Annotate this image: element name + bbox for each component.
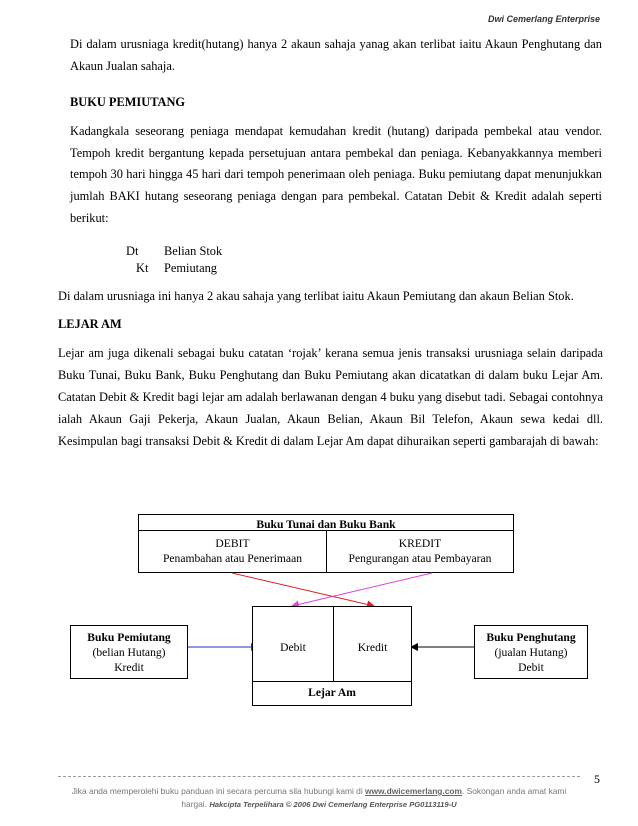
heading-buku-pemiutang: BUKU PEMIUTANG (70, 95, 186, 109)
left-box-title: Buku Pemiutang (87, 631, 171, 644)
right-box-side: Debit (518, 661, 544, 674)
footer-note (58, 785, 580, 811)
red-arrow (232, 573, 374, 606)
intro-paragraph: Di dalam urusniaga kredit(hutang) hanya 2 akaun sahaja yanag akan terlibat iaitu Akaun Penghutang dan Akaun Jualan sahaja. (70, 37, 602, 73)
magenta-arrow (292, 573, 432, 606)
center-debit: Debit (280, 641, 306, 654)
header-brand: Dwi Cemerlang Enterprise (487, 14, 600, 24)
page-number: 5 (594, 772, 600, 786)
entry-account: Pemiutang (164, 261, 217, 275)
entry-account: Belian Stok (164, 244, 223, 258)
kredit-title: KREDIT (398, 537, 442, 550)
conclusion-paragraph: Di dalam urusniaga ini hanya 2 akau sahaja yang terlibat iaitu Akaun Pemiutang dan akaun Belian Stok. (58, 289, 574, 303)
footer-text-b: . Sokongan anda amat kami hargai. (181, 786, 567, 809)
entry-code: Kt (136, 261, 149, 275)
buku-pemiutang-box (70, 625, 188, 679)
left-box-subtitle: (belian Hutang) (92, 646, 166, 659)
footer-copyright: Hakcipta Terpelihara © 2006 Dwi Cemerlang Enterprise PG0113119-U (209, 800, 457, 809)
center-kredit: Kredit (357, 641, 388, 654)
lejar-am-box (252, 606, 412, 706)
debit-subtitle: Penambahan atau Penerimaan (162, 552, 303, 565)
footer-divider (58, 776, 580, 777)
center-title: Lejar Am (308, 686, 356, 699)
top-box-title: Buku Tunai dan Buku Bank (256, 518, 396, 530)
footer-text-a: Jika anda memperolehi buku panduan ini secara percuma sila hubungi kami di (71, 786, 366, 796)
buku-pemiutang-paragraph: Kadangkala seseorang peniaga mendapat kemudahan kredit (hutang) daripada pembekal atau vendor. Tempoh kredit bergantung kepada persetujuan antara pembekal dan peniaga. Kebanyakkannya memberi tempoh 30 hari hingga 45 hari dari tempoh penerimaan oleh peniaga. Buku pemiutang dapat menunjukkan jumlah BAKI hutang seseorang peniaga dengan para pembekal. Catatan Debit & Kredit adalah seperti berikut: (70, 124, 602, 225)
kredit-subtitle: Pengurangan atau Pembayaran (348, 552, 492, 565)
entry-code: Dt (126, 244, 139, 258)
left-box-side: Kredit (114, 661, 144, 674)
right-box-subtitle: (jualan Hutang) (494, 646, 568, 659)
lejar-am-paragraph: Lejar am juga dikenali sebagai buku catatan ‘rojak’ kerana semua jenis transaksi urusniaga selain daripada Buku Tunai, Buku Bank, Buku Penghutang dan Buku Pemiutang akan dicatatkan di dalam buku Lejar Am. Catatan Debit & Kredit bagi lejar am adalah berlawanan dengan 4 buku yang disebut tadi. Sebagai contohnya ialah Akaun Gaji Pekerja, Akaun Jualan, Akaun Belian, Akaun Bil Telefon, Akaun sewa kedai dll. Kesimpulan bagi transaksi Debit & Kredit di dalam Lejar Am dapat dihuraikan seperti gambarajah di bawah: (58, 346, 603, 448)
debit-title: DEBIT (215, 537, 250, 550)
heading-lejar-am: LEJAR AM (58, 317, 122, 331)
right-box-title: Buku Penghutang (486, 631, 576, 644)
buku-penghutang-box (474, 625, 588, 679)
footer-url-link[interactable]: www.dwicemerlang.com (365, 786, 462, 796)
